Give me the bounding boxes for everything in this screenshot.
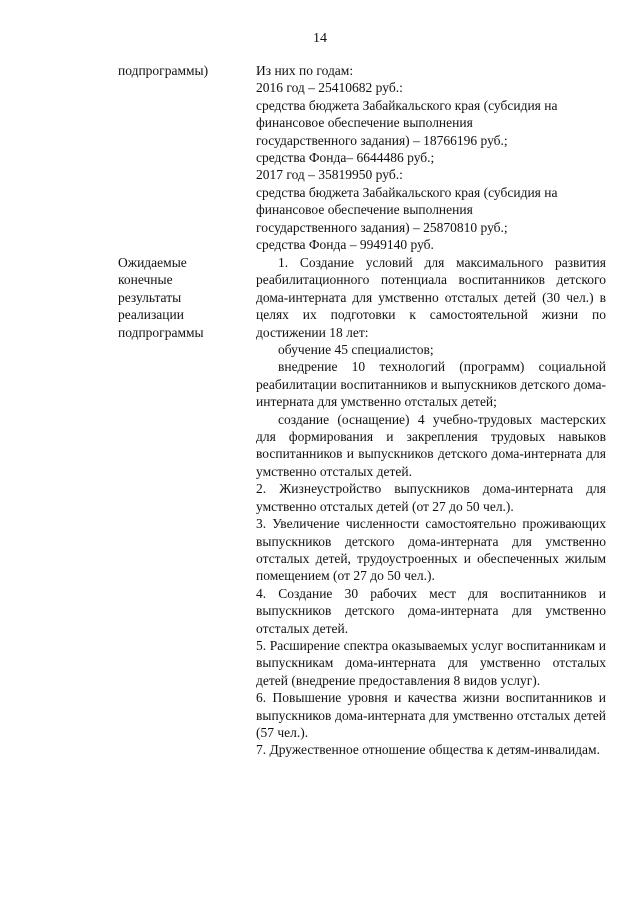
financing-label: подпрограммы): [118, 63, 209, 78]
financing-line: финансовое обеспечение выполнения: [256, 202, 473, 218]
result-subitem-workshops: создание (оснащение) 4 учебно-трудовых мастерских для формирования и закрепления трудовых навыков воспитанников и выпускников детского дома-интерната для умственно отсталых детей.: [256, 411, 606, 479]
financing-line: 2016 год – 25410682 руб.:: [256, 80, 403, 96]
results-label-line: результаты: [118, 289, 182, 305]
result-item-4: 4. Создание 30 рабочих мест для воспитанников и выпускников детского дома-интерната для умственно отсталых детей.: [256, 585, 606, 636]
financing-line: средства Фонда – 9949140 руб.: [256, 237, 434, 253]
result-subitem-technologies: внедрение 10 технологий (программ) социальной реабилитации воспитанников и выпускников детского дома-интерната для умственно отсталых детей;: [256, 359, 606, 410]
financing-line: государственного задания) – 18766196 руб.;: [256, 132, 508, 148]
result-item-6: 6. Повышение уровня и качества жизни воспитанников и выпускников дома-интерната для умственно отсталых детей (57 чел.).: [256, 690, 606, 740]
result-subitem-training: обучение 45 специалистов;: [278, 342, 434, 358]
financing-line: Из них по годам:: [256, 63, 354, 78]
results-label-line: конечные: [118, 272, 173, 288]
financing-line: государственного задания) – 25870810 руб.;: [256, 219, 508, 235]
result-item-2: 2. Жизнеустройство выпускников дома-интерната для умственно отсталых детей (от 27 до 50 чел.).: [256, 481, 606, 514]
results-label-line: подпрограммы: [118, 324, 204, 340]
financing-line: средства бюджета Забайкальского края (субсидия на: [256, 184, 558, 200]
financing-line: средства бюджета Забайкальского края (субсидия на: [256, 97, 558, 113]
page-number: 14: [313, 31, 327, 46]
result-item-7: 7. Дружественное отношение общества к детям-инвалидам.: [256, 742, 600, 758]
financing-line: 2017 год – 35819950 руб.:: [256, 167, 403, 183]
results-label-line: Ожидаемые: [118, 255, 187, 270]
financing-content: [256, 62, 606, 253]
results-label-line: реализации: [118, 307, 184, 323]
results-label: [118, 254, 236, 341]
results-content: [256, 254, 606, 759]
financing-line: финансовое обеспечение выполнения: [256, 115, 473, 131]
result-item-1: 1. Создание условий для максимального развития реабилитационного потенциала воспитанников детского дома-интерната для умственно отсталых детей (30 чел.) в целях их подготовки к самостоятельной жизни по достижении 18 лет:: [256, 255, 606, 340]
financing-line: средства Фонда– 6644486 руб.;: [256, 150, 435, 166]
result-item-3: 3. Увеличение численности самостоятельно проживающих выпускников детского дома-интерната для умственно отсталых детей, трудоустроенных и обеспеченных жилым помещением (от 27 до 50 чел.).: [256, 516, 606, 584]
result-item-5: 5. Расширение спектра оказываемых услуг воспитанникам и выпускникам дома-интерната для умственно отсталых детей (внедрение предоставления 8 видов услуг).: [256, 637, 606, 688]
